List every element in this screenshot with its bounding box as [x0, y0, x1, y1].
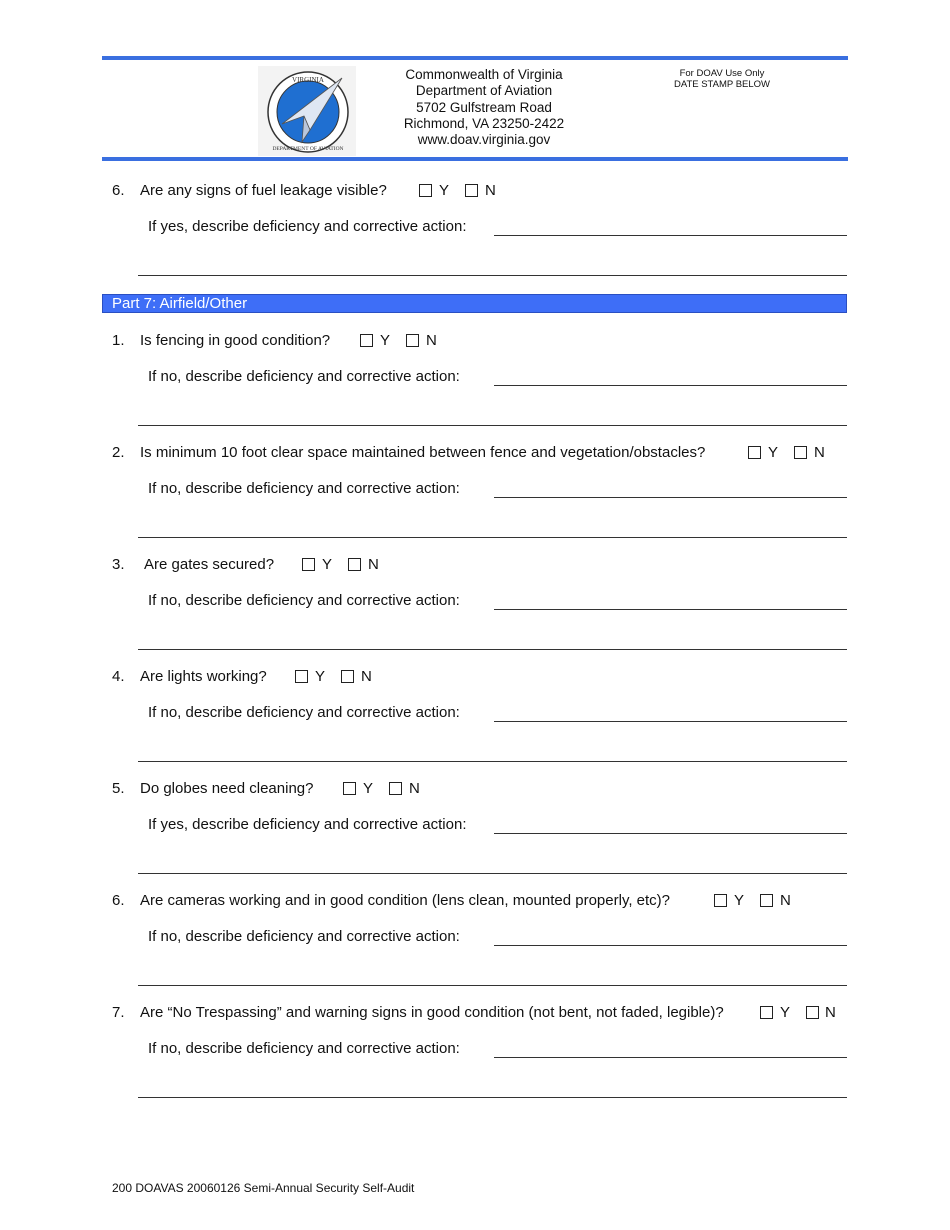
question-number: 6. — [112, 892, 125, 909]
yes-checkbox[interactable] — [419, 184, 432, 197]
question-number: 1. — [112, 332, 125, 349]
no-label: N — [825, 1004, 836, 1021]
question-text: Are “No Trespassing” and warning signs in good condition (not bent, not faded, legible)? — [140, 1004, 724, 1021]
form-footer: 200 DOAVAS 20060126 Semi-Annual Security Self-Audit — [112, 1181, 415, 1195]
yes-label: Y — [315, 668, 326, 685]
answer-line[interactable] — [494, 1057, 847, 1058]
yes-checkbox[interactable] — [760, 1006, 773, 1019]
address-line: Richmond, VA 23250-2422 — [403, 115, 565, 131]
yes-checkbox[interactable] — [714, 894, 727, 907]
question-number: 4. — [112, 668, 125, 685]
answer-line[interactable] — [138, 275, 847, 276]
seal-bottom-text: DEPARTMENT OF AVIATION — [272, 146, 344, 152]
question-text: Are any signs of fuel leakage visible? — [140, 182, 387, 199]
address-line: 5702 Gulfstream Road — [416, 99, 552, 115]
doav-seal-logo — [258, 66, 356, 156]
no-checkbox[interactable] — [760, 894, 773, 907]
answer-line[interactable] — [138, 1097, 847, 1098]
doav-use-label: For DOAV Use Only — [679, 68, 765, 79]
followup-label: If yes, describe deficiency and corrective action: — [148, 816, 467, 833]
followup-label: If no, describe deficiency and corrective action: — [148, 704, 460, 721]
followup-label: If no, describe deficiency and corrective action: — [148, 368, 460, 385]
no-checkbox[interactable] — [341, 670, 354, 683]
agency-address — [384, 67, 584, 148]
yes-label: Y — [734, 892, 745, 909]
answer-line[interactable] — [494, 497, 847, 498]
question-text: Is minimum 10 foot clear space maintained between fence and vegetation/obstacles? — [140, 444, 706, 461]
answer-line[interactable] — [494, 385, 847, 386]
yes-checkbox[interactable] — [360, 334, 373, 347]
question-number: 6. — [112, 182, 125, 199]
no-label: N — [780, 892, 791, 909]
no-label: N — [409, 780, 420, 797]
question-number: 7. — [112, 1004, 125, 1021]
followup-label: If no, describe deficiency and corrective action: — [148, 480, 460, 497]
question-text: Do globes need cleaning? — [140, 780, 314, 797]
no-label: N — [426, 332, 437, 349]
no-checkbox[interactable] — [348, 558, 361, 571]
answer-line[interactable] — [494, 609, 847, 610]
answer-line[interactable] — [138, 873, 847, 874]
header-top-rule — [102, 56, 848, 60]
question-number: 5. — [112, 780, 125, 797]
answer-line[interactable] — [494, 945, 847, 946]
followup-label: If no, describe deficiency and corrective action: — [148, 1040, 460, 1057]
followup-label: If yes, describe deficiency and corrective action: — [148, 218, 467, 235]
no-checkbox[interactable] — [806, 1006, 819, 1019]
yes-label: Y — [363, 780, 374, 797]
date-stamp-label: DATE STAMP BELOW — [673, 78, 771, 90]
no-label: N — [368, 556, 379, 573]
followup-label: If no, describe deficiency and corrective action: — [148, 928, 460, 945]
address-line: Commonwealth of Virginia — [405, 67, 563, 82]
yes-checkbox[interactable] — [302, 558, 315, 571]
doav-use-box — [662, 69, 782, 90]
yes-label: Y — [322, 556, 333, 573]
yes-checkbox[interactable] — [343, 782, 356, 795]
no-checkbox[interactable] — [389, 782, 402, 795]
yes-label: Y — [380, 332, 391, 349]
answer-line[interactable] — [138, 537, 847, 538]
address-line: www.doav.virginia.gov — [417, 132, 551, 148]
question-text: Are lights working? — [140, 668, 267, 685]
no-checkbox[interactable] — [794, 446, 807, 459]
answer-line[interactable] — [494, 721, 847, 722]
answer-line[interactable] — [494, 235, 847, 236]
question-text: Is fencing in good condition? — [140, 332, 331, 349]
question-text: Are cameras working and in good condition (lens clean, mounted properly, etc)? — [140, 892, 671, 909]
part-7-header: Part 7: Airfield/Other — [102, 294, 847, 313]
answer-line[interactable] — [138, 425, 847, 426]
followup-label: If no, describe deficiency and corrective action: — [148, 592, 460, 609]
yes-checkbox[interactable] — [295, 670, 308, 683]
no-checkbox[interactable] — [406, 334, 419, 347]
no-label: N — [485, 182, 496, 199]
question-number: 2. — [112, 444, 125, 461]
question-number: 3. — [112, 556, 125, 573]
yes-label: Y — [768, 444, 779, 461]
answer-line[interactable] — [138, 649, 847, 650]
address-line: Department of Aviation — [415, 83, 553, 99]
no-checkbox[interactable] — [465, 184, 478, 197]
header-bottom-rule — [102, 157, 848, 161]
yes-checkbox[interactable] — [748, 446, 761, 459]
answer-line[interactable] — [494, 833, 847, 834]
yes-label: Y — [439, 182, 450, 199]
yes-label: Y — [780, 1004, 791, 1021]
no-label: N — [814, 444, 825, 461]
no-label: N — [361, 668, 372, 685]
question-text: Are gates secured? — [144, 556, 275, 573]
answer-line[interactable] — [138, 985, 847, 986]
answer-line[interactable] — [138, 761, 847, 762]
seal-top-text: VIRGINIA — [292, 76, 324, 84]
